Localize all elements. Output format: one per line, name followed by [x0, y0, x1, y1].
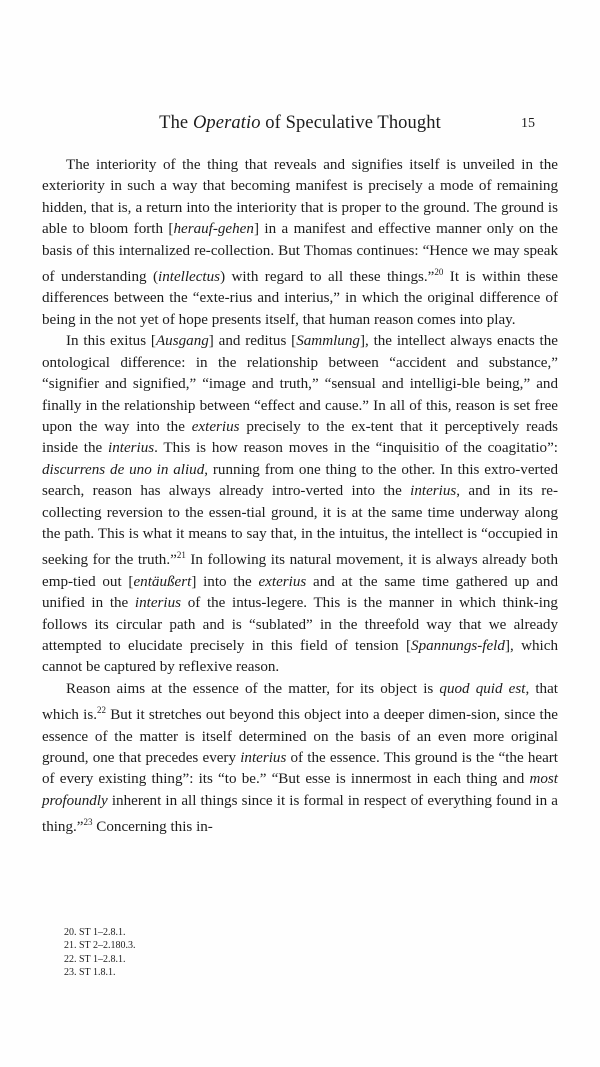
- italic-run: Spannungs-feld: [411, 638, 505, 654]
- text-run: ) with regard to all these things.”: [220, 269, 435, 286]
- footnote: 21. ST 2–2.180.3.: [64, 940, 136, 952]
- text-run: Reason aims at the essence of the matter, for its object is: [66, 680, 440, 697]
- text-run: Concerning this in-: [92, 819, 213, 836]
- body-paragraph: [42, 679, 558, 839]
- body-paragraph: [42, 331, 558, 679]
- body-text: [42, 155, 558, 839]
- footnote-ref: 20: [434, 267, 444, 278]
- footnote-ref: 23: [83, 817, 93, 828]
- footnote: 22. ST 1–2.8.1.: [64, 953, 126, 965]
- footnote-ref: 22: [96, 705, 106, 716]
- text-run: The interiority of the thing that reveals and signifies itself is unveiled in the exteriority in such a way that becoming manifest is precisely a mode of remaining hidden, that is, a return into the interiority that is proper to the ground. The ground is able to bloom forth [: [42, 157, 558, 238]
- text-run: , that which is.: [42, 680, 558, 724]
- italic-run: intellectus: [158, 269, 221, 286]
- body-paragraph: [42, 155, 558, 331]
- italic-run: Ausgang: [155, 333, 209, 350]
- text-run: , and in its re-collecting reversion to the essen-tial ground, it is at the same time underway along the path. This is what it means to say that, in the intuitus, the intellect is “occupied in seeking for the truth.”: [42, 483, 558, 569]
- footnotes: [64, 926, 264, 979]
- running-title: [0, 113, 600, 134]
- footnote: 20. ST 1–2.8.1.: [64, 927, 126, 938]
- page-number: 15: [521, 116, 535, 131]
- text-run: inherent in all things since it is formal in respect of everything found in a thing.”: [42, 792, 558, 836]
- text-run: ], which cannot be captured by reflexive reason.: [42, 638, 559, 676]
- italic-run: interius: [240, 750, 287, 767]
- italic-run: interius: [134, 595, 182, 612]
- italic-run: exterius: [191, 418, 240, 435]
- text-run: of the intus-legere. This is the manner in which think-ing follows its circular path and is “sublated” in the threefold way that we already attempted to elucidate precisely in this field of tension [: [42, 595, 558, 654]
- text-run: of the essence. This ground is the “the heart of every existing thing”: its “to be.” “But esse is innermost in each thing and: [42, 750, 558, 788]
- italic-run: most profoundly: [42, 771, 558, 809]
- text-run: , running from one thing to the other. In this extro-verted search, reason has always already intro-verted into the: [42, 461, 559, 500]
- italic-run: quod quid est: [439, 680, 526, 697]
- italic-run: herauf-gehen: [173, 221, 254, 238]
- italic-run: interius: [108, 440, 155, 457]
- text-run: and at the same time gathered up and unified in the: [42, 573, 558, 612]
- text-run: In this exitus [: [66, 333, 156, 350]
- running-head: [0, 113, 600, 137]
- footnote-ref: 21: [176, 550, 186, 561]
- italic-run: interius: [410, 483, 457, 500]
- text-run: In following its natural movement, it is always already both emp-tied out [: [42, 552, 558, 590]
- text-run: But it stretches out beyond this object into a deeper dimen-sion, since the essence of the matter is itself determined on the basis of an even more original ground, one that precedes every: [42, 707, 558, 767]
- text-run: precisely to the ex-tent that it perceptively reads inside the: [42, 418, 558, 457]
- italic-run: exterius: [258, 573, 307, 590]
- italic-run: discurrens de uno in aliud: [42, 461, 205, 478]
- title-italic: Operatio: [192, 113, 261, 133]
- text-run: It is within these differences between the “exte-rius and interius,” in which the original difference of being in the not yet of hope presents itself, that human reason comes into play.: [42, 269, 559, 328]
- italic-run: Sammlung: [296, 333, 360, 350]
- title-post: of Speculative Thought: [260, 113, 441, 133]
- text-run: ] and reditus [: [208, 333, 297, 350]
- text-run: . This is how reason moves in the “inquisitio of the coagitatio”:: [154, 440, 558, 457]
- text-run: ] in a manifest and effective manner only on the basis of this internalized re-collection. But Thomas continues: “Hence we may speak of understanding (: [42, 221, 558, 286]
- text-run: ] into the: [191, 573, 259, 590]
- footnote: 23. ST 1.8.1.: [64, 966, 116, 978]
- italic-run: entäußert: [133, 573, 192, 590]
- title-pre: The: [159, 113, 193, 133]
- text-run: ], the intellect always enacts the ontological difference: in the relationship between “accident and substance,” “signifier and signified,” “image and truth,” “sensual and intelligi-ble being,” and finally in the relationship between “effect and cause.” In all of this, reason is set free upon the way into the: [42, 333, 558, 435]
